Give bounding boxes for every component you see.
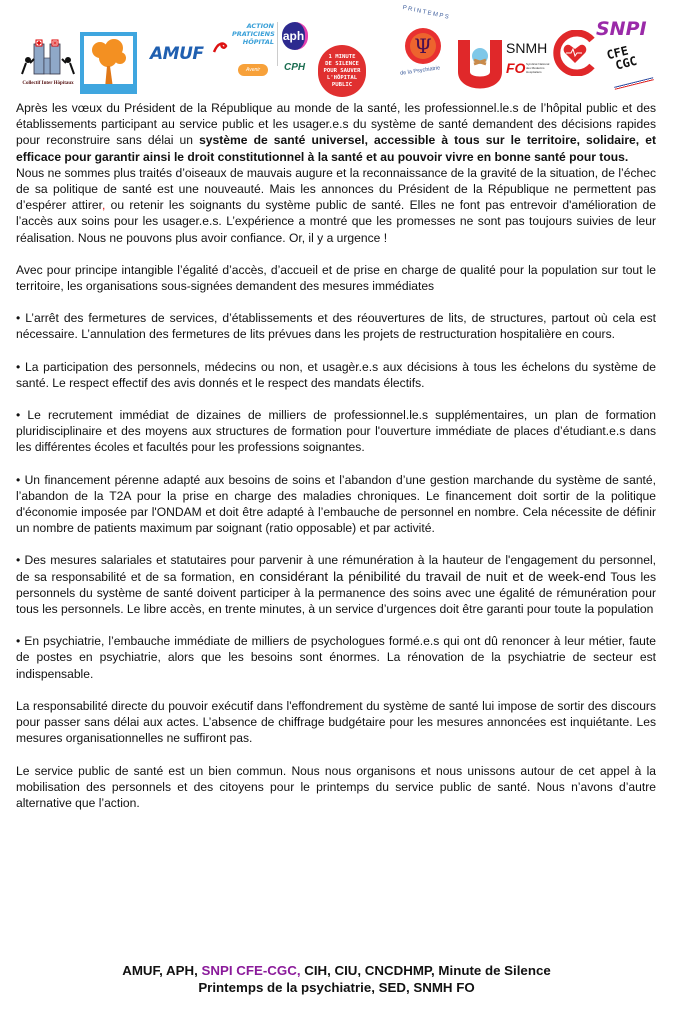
bullet-salaries-text-b: Tous les personnels du système de santé doivent participer à la permanence des soins avec une égalité de rémunération pour tous les personnels. Le libre accès, en trente minutes, à un service d’urgences doit être garanti pour toute la population <box>16 569 656 617</box>
printemps-bottom: de la Psychiatrie <box>399 65 441 77</box>
amuf-logo <box>150 44 225 66</box>
signatories-line-1 <box>0 962 673 979</box>
snmh-text: SNMH <box>506 40 548 56</box>
tree-icon <box>84 36 133 90</box>
bullet-salaries-large-text: en considérant la pénibilité du travail de nuit et de week-end <box>239 568 606 584</box>
snake-icon <box>212 40 228 54</box>
bullet-participation: • La participation des personnels, médecins ou non, et usagèr.e.s aux décisions à tous les échelons du système de santé. Le respect effectif des avis donnés et le respect des mandats électifs. <box>16 359 656 390</box>
cfe-text: CFE <box>605 43 630 63</box>
paragraph-2 <box>16 165 656 246</box>
bullet-psychiatry: • En psychiatrie, l’embauche immédiate de milliers de psychologues formé.e.s qui ont dû renoncer à leur métier, faute de postes en psychiatrie, alors que les besoins sont énormes. La rénovation de la psychiatrie de secteur est indispensable. <box>16 634 656 681</box>
paragraph-2-text-b: ou retenir les soignants du système public de santé. Elles ne font pas entrevoir d'amélioration de l’accès aux soins pour les usager.e.s. L’expérience a montré que les promesses ne sont pas toujours suivies de leur réalisation. Nous ne pouvons plus avoir confiance. Or, il y a urgence ! <box>16 198 656 245</box>
tree-logo <box>80 32 137 94</box>
intro-text: Après les vœux du Président de la République au monde de la santé, les professionnel.le.s de l’hôpital public et des établissements participant au service public et les usager.e.s du système de santé demandent des décisions rapides pour reconstruire sans délai un <box>16 101 656 148</box>
bullet-salaries-text-a: • Des mesures salariales et statutaires pour parvenir à une rémunération à la hauteur de l'engagement du personnel, de sa responsabilité et de sa formation, <box>16 553 656 584</box>
minute-line5: PUBLIC <box>331 82 353 88</box>
aph-divider <box>277 22 278 66</box>
hospital-buildings-icon <box>20 38 76 76</box>
signatories-text-a: AMUF, APH, <box>122 963 202 978</box>
aph-line3: HÔPITAL <box>242 38 274 46</box>
bullet-recruitment: • Le recrutement immédiat de dizaines de milliers de professionnel.le.s supplémentaires, un plan de formation pluridisciplinaire et des moyens aux structures de formation pour l'ouverture immédiate de places d’étudiant.e.s dans les différentes écoles et facultés pour les professions soignantes. <box>16 408 656 455</box>
snmh-fo-logo <box>502 34 558 86</box>
minute-line4: L'HÔPITAL <box>326 75 358 81</box>
signatories <box>0 962 673 996</box>
sante-en-danger-logo <box>552 30 598 76</box>
avenir-logo: Avenir <box>238 64 268 76</box>
snpi-text: SNPI <box>596 18 647 40</box>
logo-strip <box>0 0 673 100</box>
minute-line1: 1 MINUTE <box>328 54 356 60</box>
minute-line2: DE SILENCE <box>325 61 359 67</box>
paragraph-conclusion: Le service public de santé est un bien commun. Nous nous organisons et nous unissons autour de cet appel à la mobilisation des personnels et des citoyens pour le printemps du service public de santé. Nous n’avons d’autre alternative que l’action. <box>16 763 656 810</box>
aph-badge <box>282 22 308 50</box>
cih-caption: Collectif Inter Hôpitaux <box>22 81 74 86</box>
minute-line3: POUR SAUVER <box>323 68 361 74</box>
heart-pulse-icon <box>552 30 598 76</box>
paragraph-2-text-a: Nous ne sommes plus traités d’oiseaux de mauvais augure et la reconnaissance de la gravité de la situation, de l’échec de sa politique de santé est une nouveauté. Mais les annonces du Président de la République ne permettent pas d’espérer attirer <box>16 165 656 213</box>
cfe-cgc-stripe <box>614 77 654 90</box>
bullet-closures: • L’arrêt des fermetures de services, d’établissements et des réouvertures de lits, de structures, partout où cela est nécessaire. L’annulation des fermetures de lits prévues dans les projets de restructuration hospitalière en cours. <box>16 311 656 342</box>
cph-logo: CPH <box>284 62 306 73</box>
amuf-text: AMUF <box>150 44 204 64</box>
aph-line1: ACTION <box>246 22 274 30</box>
inter-urgences-logo <box>456 38 504 90</box>
intro-paragraph <box>16 100 656 165</box>
minute-silence-logo <box>318 45 366 97</box>
signatories-snpi: SNPI CFE-CGC, <box>201 963 301 978</box>
cgc-text: CGC <box>613 53 639 73</box>
aph-line2: PRATICIENS <box>232 30 275 38</box>
printemps-logo <box>394 5 452 80</box>
paragraph-responsibility: La responsabilité directe du pouvoir exécutif dans l'effondrement du système de santé lui impose de sortir des discours pour passer sans délai aux actes. L’absence de chiffrage budgétaire pour les mesures annoncées est inquiétante. Les mesures organisationnelles ne suffiront pas. <box>16 698 656 746</box>
paragraph-3: Avec pour principe intangible l’égalité d’accès, d’accueil et de prise en charge de qualité pour la population sur tout le territoire, les organisations sous-signées demandent des mesures immédiates <box>16 262 656 294</box>
aph-logo <box>232 22 312 86</box>
document-body <box>16 100 656 811</box>
psi-flower-icon <box>403 26 443 66</box>
signatories-line-2: Printemps de la psychiatrie, SED, SNMH FO <box>198 980 475 995</box>
signatories-text-b: CIH, CIU, CNCDHMP, Minute de Silence <box>300 963 551 978</box>
printemps-top: PRINTEMPS <box>401 5 451 21</box>
snpi-logo <box>596 18 666 98</box>
fo-text: FO <box>506 60 526 76</box>
bullet-funding: • Un financement pérenne adapté aux besoins de soins et l’abandon d’une gestion marchande du système de santé, l’abandon de la T2A pour la prise en charge des maladies chroniques. Le financement doit sortir de la politique d'économie imposée par l'ONDAM et doit être adapté à l’embauche de personnel en nombre. Cela nécessite de définir un nombre de patients maximum par soignant (ratio opposable) et par activité. <box>16 472 656 536</box>
cih-logo <box>20 38 76 86</box>
cfe-cgc-logo <box>606 43 639 73</box>
red-comma: , <box>101 198 106 213</box>
aph-badge-text: aph <box>282 29 305 43</box>
intro-bold-text: système de santé universel, accessible à tous sur le territoire, solidaire, et efficace pour garantir ainsi le droit constitutionnel à la santé et au pouvoir vivre en bonne santé pour tous. <box>16 133 656 164</box>
svg-text:Ψ: Ψ <box>414 34 432 58</box>
bullet-salaries <box>16 552 656 617</box>
inter-urgences-u-icon <box>456 38 504 90</box>
snmh-subtitle: Syndicat National des Médecins Hospitaliers <box>526 62 550 74</box>
